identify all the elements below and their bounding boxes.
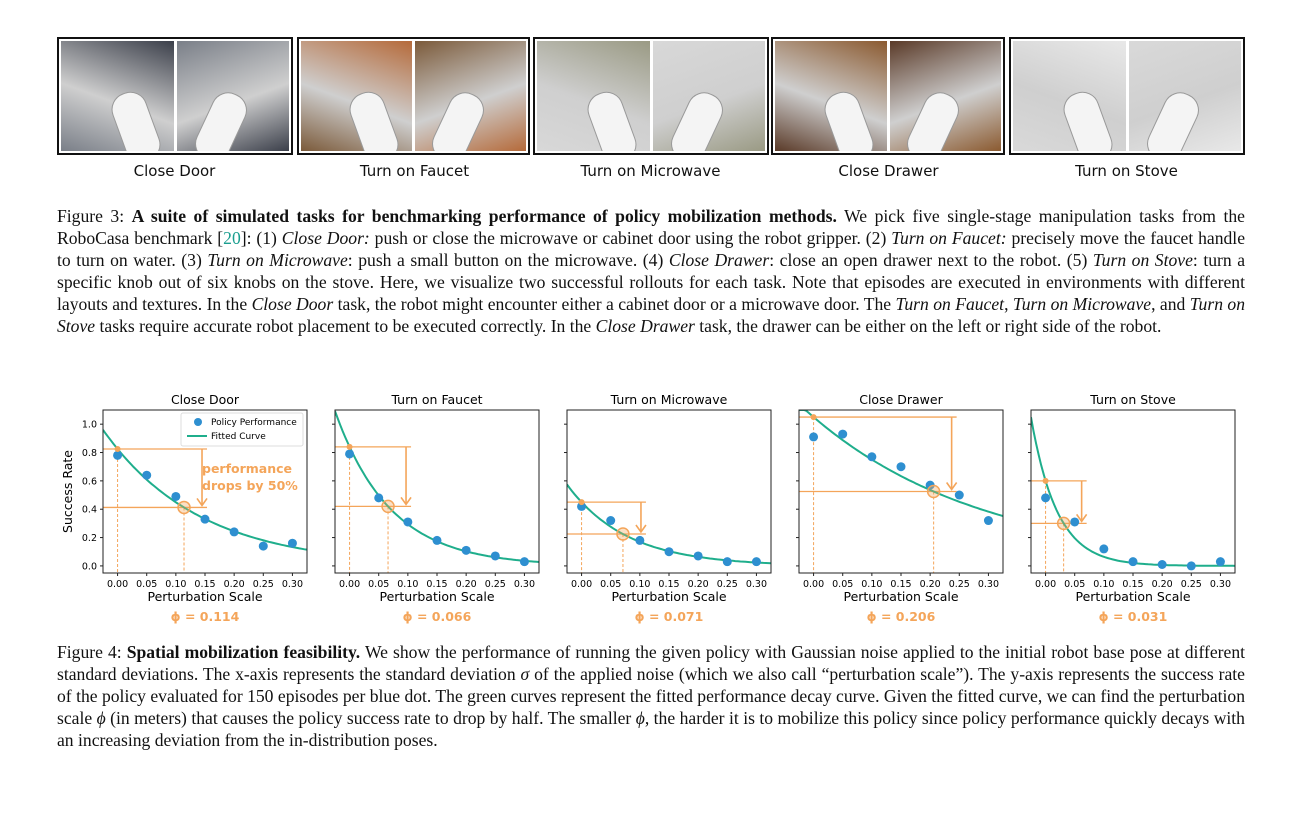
x-tick-label: 0.25: [484, 579, 506, 590]
data-point: [201, 515, 210, 524]
x-tick-label: 0.10: [165, 579, 187, 590]
half-performance-marker: [382, 500, 394, 512]
half-performance-marker: [928, 486, 940, 498]
task-label: Turn on Microwave: [580, 162, 721, 180]
data-point: [955, 491, 964, 500]
caption-text: Turn on Stove: [1092, 250, 1193, 270]
y-axis-label: Success Rate: [60, 450, 75, 533]
task-label: Turn on Stove: [1075, 162, 1178, 180]
data-point: [288, 539, 297, 548]
caption-text: ,: [1004, 294, 1013, 314]
data-point: [142, 471, 151, 480]
plot-frame: [1031, 410, 1235, 573]
plot-frame: [335, 410, 539, 573]
y-tick-label: 0.2: [81, 533, 97, 545]
data-point: [752, 557, 761, 566]
x-tick-label: 0.05: [368, 579, 390, 590]
citation-link[interactable]: 20: [223, 228, 241, 248]
data-point: [230, 527, 239, 536]
x-tick-label: 0.30: [513, 579, 536, 590]
caption-text: Close Door:: [281, 228, 370, 248]
caption-text: Figure 4:: [57, 642, 127, 662]
caption-text: precisely move the faucet handle to turn on water. (3): [57, 228, 1246, 270]
x-tick-label: 0.00: [802, 579, 825, 590]
phi-value: ϕ = 0.071: [634, 609, 704, 624]
phi-value: ϕ = 0.206: [866, 609, 936, 624]
chart-title: Turn on Microwave: [610, 392, 728, 407]
data-point: [462, 546, 471, 555]
data-point: [113, 451, 122, 460]
caption-text: Close Drawer: [668, 250, 770, 270]
annotation-text: performance: [202, 461, 293, 476]
caption-text: : push a small button on the microwave. (4): [347, 250, 669, 270]
x-tick-label: 0.05: [832, 579, 854, 590]
x-tick-label: 0.00: [338, 579, 361, 590]
x-tick-label: 0.10: [861, 579, 883, 590]
x-tick-label: 0.20: [1151, 579, 1173, 590]
data-point: [491, 551, 500, 560]
x-tick-label: 0.25: [716, 579, 738, 590]
data-point: [838, 430, 847, 439]
caption-text: Figure 3:: [57, 206, 132, 226]
x-tick-label: 0.10: [1093, 579, 1115, 590]
caption-text: , the harder it is to mobilize this policy since policy performance quickly decays with an increasing deviation from the in-distribution poses.: [57, 708, 1245, 750]
caption-text: We show the performance of running the given policy with Gaussian noise applied to the initial robot base pose at different standard deviations. The x-axis represents the standard deviation: [57, 642, 1246, 684]
x-tick-label: 0.25: [1180, 579, 1202, 590]
caption-text: (in meters) that causes the policy success rate to drop by half. The smaller: [105, 708, 636, 728]
data-point: [694, 551, 703, 560]
x-tick-label: 0.10: [629, 579, 651, 590]
x-tick-label: 0.05: [136, 579, 158, 590]
x-tick-label: 0.20: [223, 579, 245, 590]
half-performance-marker: [178, 501, 190, 513]
x-tick-label: 0.15: [426, 579, 448, 590]
caption-text: , and: [1151, 294, 1190, 314]
caption-text: ϕ: [635, 708, 645, 728]
y-tick-label: 0.6: [81, 476, 97, 488]
initial-marker: [115, 446, 121, 452]
data-point: [520, 557, 529, 566]
data-point: [897, 462, 906, 471]
x-tick-label: 0.20: [919, 579, 941, 590]
caption-text: Close Door: [251, 294, 334, 314]
caption-text: Close Drawer: [595, 316, 695, 336]
data-point: [374, 493, 383, 502]
data-point: [403, 517, 412, 526]
x-tick-label: 0.15: [658, 579, 680, 590]
caption-text: σ: [520, 664, 530, 684]
data-point: [635, 536, 644, 545]
caption-text: Turn on Microwave: [1012, 294, 1152, 314]
caption-text: Turn on Microwave: [207, 250, 348, 270]
caption-text: : close an open drawer next to the robot. (5): [769, 250, 1093, 270]
x-tick-label: 0.15: [194, 579, 216, 590]
caption-text: task, the drawer can be either on the left or right side of the robot.: [694, 316, 1162, 336]
caption-text: Turn on Faucet: [895, 294, 1005, 314]
caption-text: ϕ: [96, 708, 106, 728]
caption-text: Turn on Faucet:: [891, 228, 1007, 248]
phi-value: ϕ = 0.114: [170, 609, 240, 624]
annotation-text: drops by 50%: [202, 478, 298, 493]
y-tick-label: 0.4: [81, 504, 97, 516]
x-axis-label: Perturbation Scale: [1075, 589, 1191, 604]
x-tick-label: 0.30: [745, 579, 768, 590]
initial-marker: [811, 414, 817, 420]
x-tick-label: 0.30: [1209, 579, 1232, 590]
chart-title: Close Door: [170, 392, 240, 407]
task-label: Close Drawer: [838, 162, 939, 180]
caption-text: We pick five single-stage manipulation tasks from the RoboCasa benchmark [: [57, 206, 1245, 248]
y-tick-label: 0.8: [81, 448, 97, 460]
data-point: [1158, 560, 1167, 569]
data-point: [665, 547, 674, 556]
data-point: [984, 516, 993, 525]
x-tick-label: 0.10: [397, 579, 419, 590]
legend-label: Fitted Curve: [211, 432, 266, 442]
x-tick-label: 0.05: [600, 579, 622, 590]
x-tick-label: 0.30: [977, 579, 1000, 590]
x-tick-label: 0.20: [687, 579, 709, 590]
chart-title: Close Drawer: [859, 392, 943, 407]
chart-title: Turn on Faucet: [391, 392, 483, 407]
x-tick-label: 0.15: [890, 579, 912, 590]
y-tick-label: 0.0: [81, 561, 97, 573]
data-point: [1129, 557, 1138, 566]
legend-label: Policy Performance: [211, 418, 297, 428]
phi-value: ϕ = 0.031: [1098, 609, 1168, 624]
data-point: [723, 557, 732, 566]
data-point: [1216, 557, 1225, 566]
figure-4-caption: [57, 641, 1245, 751]
x-axis-label: Perturbation Scale: [611, 589, 727, 604]
x-axis-label: Perturbation Scale: [843, 589, 959, 604]
data-point: [345, 449, 354, 458]
x-tick-label: 0.15: [1122, 579, 1144, 590]
half-performance-marker: [617, 528, 629, 540]
caption-text: Turn on Stove: [57, 294, 1246, 336]
data-point: [809, 432, 818, 441]
x-tick-label: 0.00: [1034, 579, 1057, 590]
x-tick-label: 0.20: [455, 579, 477, 590]
data-point: [1070, 517, 1079, 526]
caption-text: Spatial mobilization feasibility.: [126, 642, 361, 662]
x-tick-label: 0.30: [281, 579, 304, 590]
data-point: [606, 516, 615, 525]
x-axis-label: Perturbation Scale: [379, 589, 495, 604]
caption-text: ]: (1): [240, 228, 282, 248]
caption-text: of the applied noise (which we also call “perturbation scale”). The y-axis represents the success rate of the policy evaluated for 150 episodes per blue dot. The green curves represent the fitted performance decay curve. Given the fitted curve, we can find the perturbation scale: [57, 664, 1245, 728]
chart-title: Turn on Stove: [1090, 392, 1176, 407]
x-tick-label: 0.00: [106, 579, 129, 590]
x-axis-label: Perturbation Scale: [147, 589, 263, 604]
initial-marker: [1043, 478, 1049, 484]
data-point: [171, 492, 180, 501]
caption-text: push or close the microwave or cabinet door using the robot gripper. (2): [369, 228, 892, 248]
data-point: [433, 536, 442, 545]
half-performance-marker: [1058, 517, 1070, 529]
initial-marker: [347, 444, 353, 450]
x-tick-label: 0.25: [948, 579, 970, 590]
x-tick-label: 0.05: [1064, 579, 1086, 590]
data-point: [1041, 493, 1050, 502]
caption-text: : turn a specific knob out of six knobs on the stove. Here, we visualize two successful rollouts for each task. Note that episodes are executed in environments with different layouts and textures. In the: [57, 250, 1246, 314]
caption-text: task, the robot might encounter either a cabinet door or a microwave door. The: [333, 294, 896, 314]
x-tick-label: 0.25: [252, 579, 274, 590]
initial-marker: [579, 499, 585, 505]
task-label: Close Door: [133, 162, 216, 180]
data-point: [259, 542, 268, 551]
data-point: [1187, 561, 1196, 570]
legend-point-icon: [194, 418, 202, 426]
fitted-curve: [1031, 417, 1235, 566]
data-point: [1099, 544, 1108, 553]
data-point: [867, 452, 876, 461]
caption-text: A suite of simulated tasks for benchmarking performance of policy mobilization methods.: [131, 206, 837, 226]
task-label: Turn on Faucet: [359, 162, 470, 180]
caption-text: tasks require accurate robot placement to be executed correctly. In the: [95, 316, 596, 336]
phi-value: ϕ = 0.066: [402, 609, 472, 624]
y-tick-label: 1.0: [81, 419, 97, 431]
x-tick-label: 0.00: [570, 579, 593, 590]
